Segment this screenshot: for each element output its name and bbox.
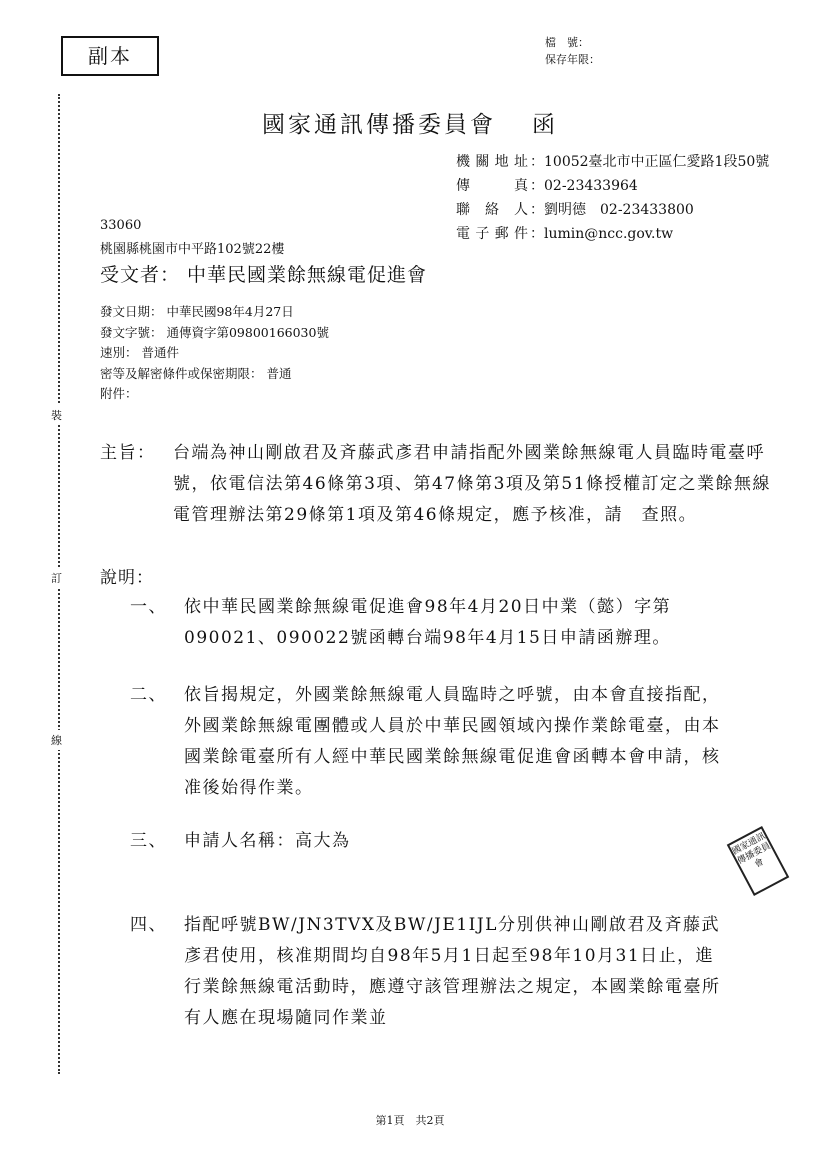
contact-label: 機關地址 <box>456 154 528 170</box>
contact-label: 聯絡人 <box>456 202 528 218</box>
copy-label-box: 副本 <box>61 36 159 76</box>
attachments: 附件： <box>100 386 138 401</box>
contact-label: 傳真 <box>456 178 528 194</box>
binding-mark: 訂 <box>51 568 62 588</box>
subject-text: 台端為神山剛啟君及斉藤武彥君申請指配外國業餘無線電人員臨時電臺呼號，依電信法第46條第3項、第47條第3項及第51條授權訂定之業餘無線電管理辦法第29條第1項及第46條規定，應予核准，請 查照。 <box>173 443 772 525</box>
issuing-agency: 國家通訊傳播委員會 <box>262 112 496 138</box>
binding-mark: 裝 <box>51 405 62 425</box>
item-number: 四、 <box>130 915 167 935</box>
item-number: 三、 <box>130 831 167 851</box>
contact-value: ：02-23433964 <box>530 178 638 194</box>
recipient: 受文者： 中華民國業餘無線電促進會 <box>100 264 428 286</box>
contact-value: ：lumin@ncc.gov.tw <box>530 226 674 242</box>
archive-number-label: 檔 號： <box>545 36 589 49</box>
document-title <box>0 106 820 139</box>
contact-row-email <box>456 222 769 246</box>
item-text: 指配呼號BW/JN3TVX及BW/JE1IJL分別供神山剛啟君及斉藤武彥君使用，核准期間均自98年5月1日起至98年10月31日止，進行業餘無線電活動時，應遵守該管理辦法之規定，本國業餘電臺所有人應在現場隨同作業並 <box>184 915 721 1028</box>
agency-contact-block <box>456 150 769 246</box>
contact-value: ：劉明德 02-23433800 <box>530 202 694 218</box>
page-footer: 第1頁 共2頁 <box>375 1114 445 1127</box>
issue-date: 發文日期： 中華民國98年4月27日 <box>100 304 294 319</box>
item-number: 二、 <box>130 685 167 705</box>
document-meta <box>100 302 329 405</box>
contact-label: 電子郵件 <box>456 226 528 242</box>
contact-value: ：10052臺北市中正區仁愛路1段50號 <box>530 154 770 170</box>
item-text: 依中華民國業餘無線電促進會98年4月20日中業（懿）字第090021、090022號函轉台端98年4月15日申請函辦理。 <box>184 597 672 648</box>
explanation-label: 說明： <box>100 568 154 588</box>
recipient-zip: 33060 <box>100 218 142 233</box>
contact-row-person <box>456 198 769 222</box>
binding-mark: 線 <box>51 730 62 750</box>
recipient-address: 桃園縣桃園市中平路102號22樓 <box>100 242 285 257</box>
document-type: 函 <box>532 112 558 138</box>
official-seal-stamp: 國家通訊傳播委員會 <box>727 826 790 896</box>
item-number: 一、 <box>130 597 167 617</box>
delivery-speed: 速別： 普通件 <box>100 345 179 360</box>
confidentiality: 密等及解密條件或保密期限： 普通 <box>100 365 292 381</box>
archive-info <box>545 34 600 68</box>
contact-row-fax <box>456 174 769 198</box>
subject-label: 主旨： <box>100 443 156 463</box>
item-text: 申請人名稱：高大為 <box>184 831 351 851</box>
document-number: 發文字號： 通傳資字第09800166030號 <box>100 324 329 340</box>
retention-period-label: 保存年限： <box>545 53 600 66</box>
contact-row-address <box>456 150 769 174</box>
item-text: 依旨揭規定，外國業餘無線電人員臨時之呼號，由本會直接指配，外國業餘無線電團體或人員於中華民國領域內操作業餘電臺，由本國業餘電臺所有人經中華民國業餘無線電促進會函轉本會申請，核准後始得作業。 <box>184 685 721 798</box>
